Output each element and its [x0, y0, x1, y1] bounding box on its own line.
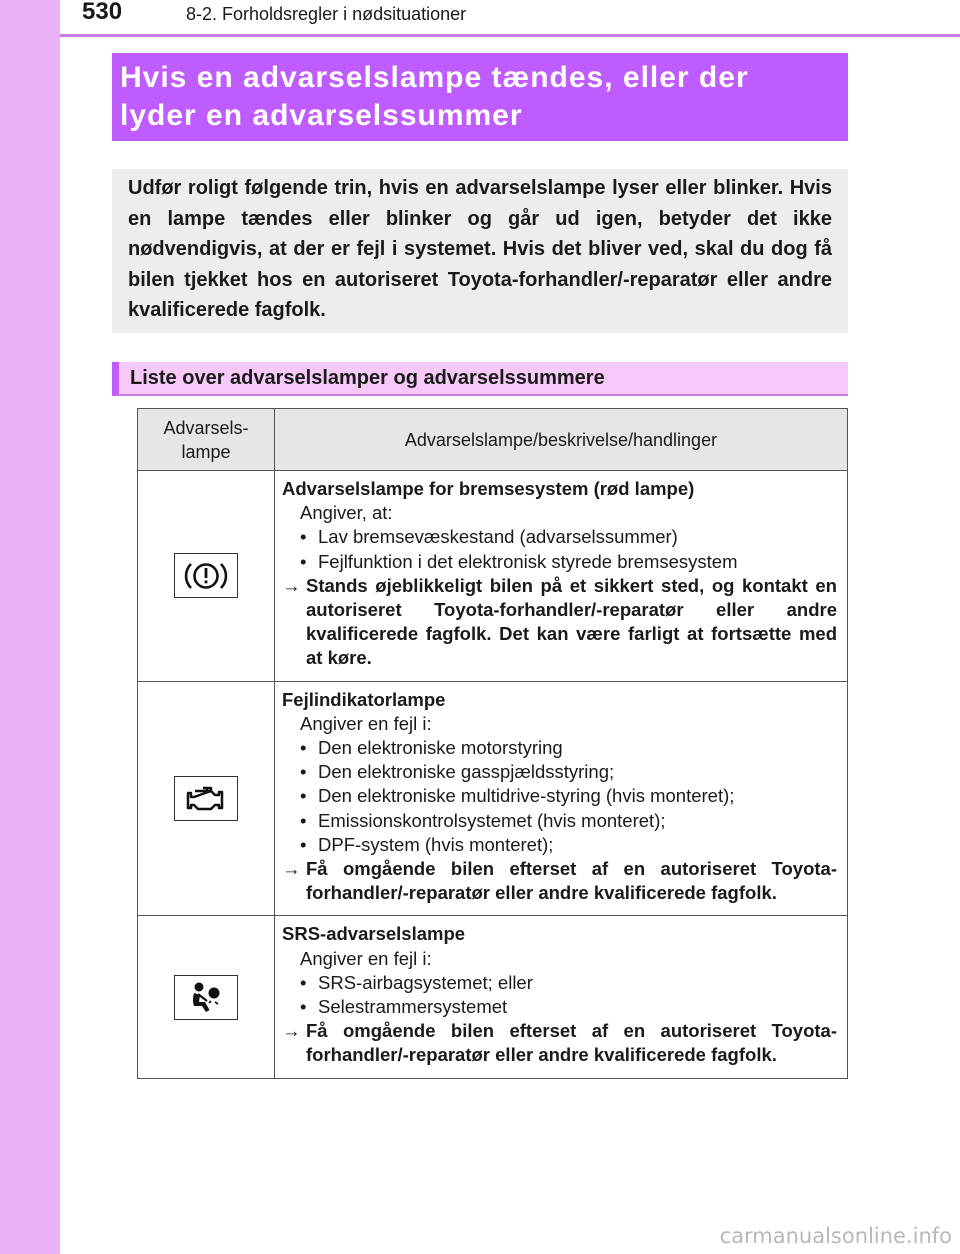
headline-line-1: Hvis en advarselslampe tændes, eller der	[120, 61, 749, 94]
list-item: • Emissionskontrolsystemet (hvis monteret);	[300, 809, 666, 831]
arrow-icon: →	[282, 574, 301, 596]
arrow-icon: →	[282, 1020, 301, 1042]
table-row	[138, 471, 848, 682]
warning-lamp-table	[137, 408, 848, 1079]
brake-warning-icon	[174, 553, 238, 598]
table-header-row	[138, 409, 848, 471]
list-item: • Fejlfunktion i det elektronisk styrede bremsesystem	[300, 550, 738, 572]
row-description: Fejlindikatorlampe Angiver en fejl i: • Den elektroniske motorstyring • Den elektroniske gasspjældsstyring; • Den elektroniske multidrive-styring (hvis monteret); • Emissionskontrolsystemet (hvis monteret); • DPF-system (hvis monteret); → Få omgående bilen efterset af en autoriseret Toyota-forhandler/-reparatør eller andre kvalificerede fagfolk.	[275, 681, 848, 916]
srs-airbag-icon	[174, 975, 238, 1020]
action-instruction: → Få omgående bilen efterset af en autoriseret Toyota-forhandler/-reparatør eller andre kvalificerede fagfolk.	[282, 857, 837, 905]
lamp-title: SRS-advarselslampe	[282, 923, 466, 945]
arrow-icon: →	[282, 858, 301, 880]
list-item: • Den elektroniske multidrive-styring (hvis monteret);	[300, 785, 735, 807]
header-description: Advarselslampe/beskrivelse/handlinger	[275, 409, 848, 471]
intro-box	[112, 169, 848, 333]
page-number: 530	[82, 0, 123, 25]
intro-text: Udfør roligt følgende trin, hvis en advarselslampe lyser eller blinker. Hvis en lampe tændes eller blinker og går ud igen, betyder det ikke nødvendigvis, at der er fejl i systemet. Hvis det bliver ved, skal du dog få bilen tjekket hos en autoriseret Toyota-forhandler/-reparatør eller andre kvalificerede fagfolk.	[128, 177, 832, 321]
lamp-title: Fejlindikatorlampe	[282, 688, 446, 710]
side-tab-bar	[0, 0, 60, 1254]
list-item: • DPF-system (hvis monteret);	[300, 833, 554, 855]
engine-malfunction-icon	[174, 776, 238, 821]
headline-line-2: lyder en advarselssummer	[120, 99, 523, 132]
list-item: • Lav bremsevæskestand (advarselssummer)	[300, 526, 678, 548]
table-row	[138, 916, 848, 1078]
list-item: • Den elektroniske gasspjældsstyring;	[300, 761, 615, 783]
list-subheading: Liste over advarselslamper og advarselssummere	[112, 362, 848, 396]
headline-banner	[112, 53, 848, 141]
list-item: • Selestrammersystemet	[300, 996, 508, 1018]
row-description: Advarselslampe for bremsesystem (rød lampe) Angiver, at: • Lav bremsevæskestand (advarselssummer) • Fejlfunktion i det elektronisk styrede bremsesystem → Stands øjeblikkeligt bilen på et sikkert sted, og kontakt en autoriseret Toyota-forhandler/-reparatør eller andre kvalificerede fagfolk. Det kan være farligt at fortsætte med at køre.	[275, 471, 848, 682]
section-title: 8-2. Forholdsregler i nødsituationer	[186, 4, 467, 24]
row-description: SRS-advarselslampe Angiver en fejl i: • SRS-airbagsystemet; eller • Selestrammersystemet → Få omgående bilen efterset af en autoriseret Toyota-forhandler/-reparatør eller andre kvalificerede fagfolk.	[275, 916, 848, 1078]
header-divider	[60, 34, 960, 37]
header-lamp: Advarsels- lampe	[138, 409, 275, 471]
action-instruction: → Stands øjeblikkeligt bilen på et sikkert sted, og kontakt en autoriseret Toyota-forhandler/-reparatør eller andre kvalificerede fagfolk. Det kan være farligt at fortsætte med at køre.	[282, 574, 837, 671]
list-item: • SRS-airbagsystemet; eller	[300, 971, 533, 993]
lamp-title: Advarselslampe for bremsesystem (rød lampe)	[282, 478, 695, 499]
action-instruction: → Få omgående bilen efterset af en autoriseret Toyota-forhandler/-reparatør eller andre kvalificerede fagfolk.	[282, 1019, 837, 1067]
table-row	[138, 681, 848, 916]
list-item: • Den elektroniske motorstyring	[300, 737, 563, 759]
watermark: carmanualsonline.info	[719, 1224, 952, 1248]
